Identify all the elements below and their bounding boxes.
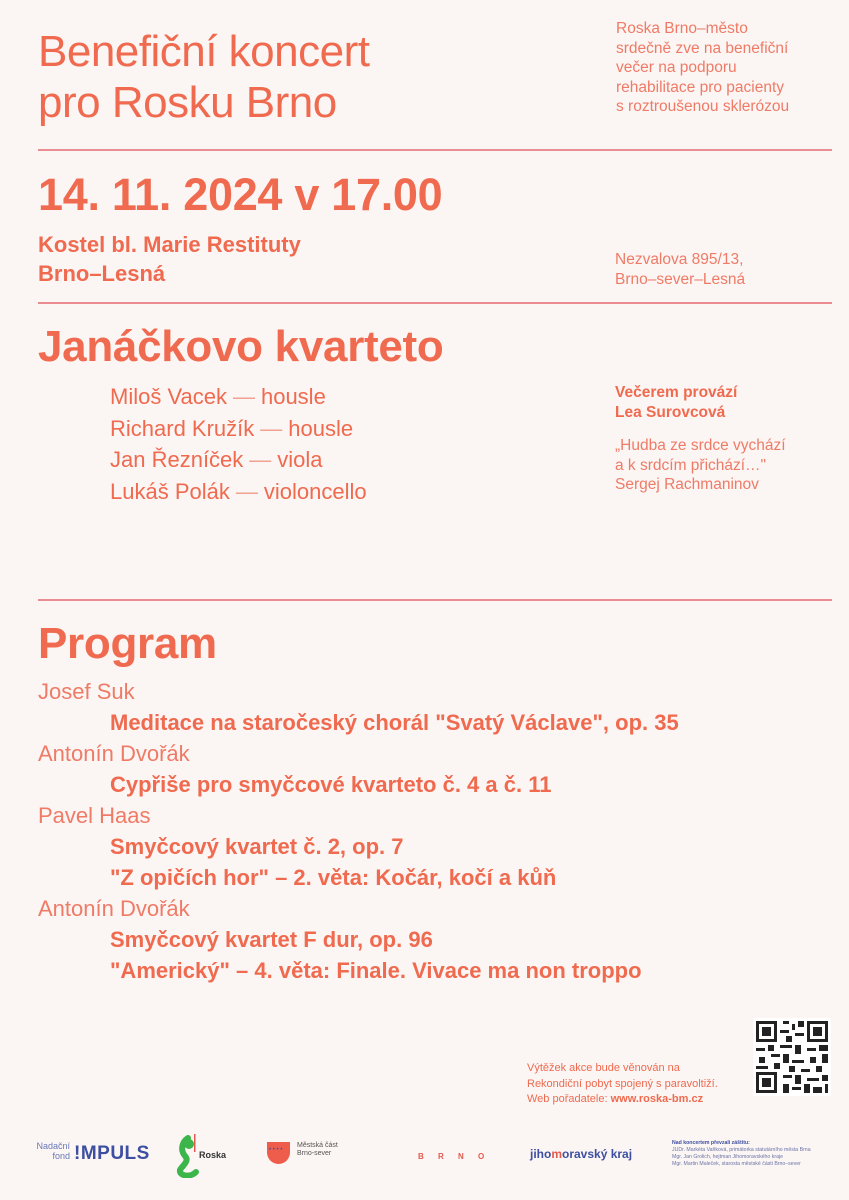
shield-icon: [267, 1142, 290, 1164]
member-item: [110, 381, 367, 413]
footnote-line-2: Rekondiční pobyt spojený s paravoltiží.: [527, 1077, 718, 1090]
title-line-1: Benefiční koncert: [38, 27, 370, 76]
dash: —: [235, 478, 258, 504]
member-instrument: housle: [288, 415, 354, 441]
program-list: [38, 676, 818, 986]
divider: [38, 302, 832, 304]
divider: [38, 149, 832, 151]
work: Smyčcový kvartet č. 2, op. 7: [110, 834, 404, 859]
address-line-1: Nezvalova 895/13,: [615, 251, 744, 268]
jmk-logo: [530, 1147, 632, 1161]
work: Meditace na staročeský chorál "Svatý Václave", op. 35: [110, 710, 679, 735]
intro-line: rehabilitace pro pacienty: [616, 78, 785, 96]
program-heading: Program: [38, 619, 217, 668]
svg-text:Roska: Roska: [199, 1150, 227, 1160]
members-list: [110, 381, 367, 507]
member-instrument: violoncello: [263, 478, 367, 504]
page-title: [38, 26, 369, 128]
impuls-small-line: fond: [52, 1151, 70, 1161]
quote-line-1: „Hudba ze srdce vychází: [615, 437, 786, 454]
member-name: Miloš Vacek: [110, 384, 227, 409]
composer: Pavel Haas: [38, 803, 151, 828]
footnote-web: [527, 1092, 718, 1108]
member-item: [110, 413, 367, 445]
venue-line-1: Kostel bl. Marie Restituty: [38, 232, 301, 257]
member-item: [110, 476, 367, 508]
work: Smyčcový kvartet F dur, op. 96: [110, 927, 433, 952]
roska-logo: [176, 1134, 228, 1183]
title-line-2: pro Rosku Brno: [38, 78, 337, 127]
brno-logo: B R N O: [418, 1152, 491, 1161]
jmk-text: oravský kraj: [562, 1147, 633, 1161]
web-label: Web pořadatele:: [527, 1093, 611, 1105]
jmk-text: jiho: [530, 1147, 552, 1161]
member-name: Lukáš Polák: [110, 478, 230, 504]
mc-line-2: Brno-sever: [297, 1150, 332, 1157]
patron: Mgr. Jan Grolich, hejtman Jihomoravského kraje: [672, 1154, 784, 1160]
member-instrument: viola: [277, 447, 323, 472]
intro-line: srdečně zve na benefiční: [616, 39, 789, 57]
patron: JUDr. Markéta Vaňková, primátorka statutárního města Brna: [672, 1147, 811, 1153]
ensemble-name: Janáčkovo kvarteto: [38, 322, 444, 371]
patronage-heading: Nad koncertem převzali záštitu:: [672, 1140, 750, 1146]
quote-author: Sergej Rachmaninov: [615, 476, 759, 493]
quote-line-2: a k srdcím přichází…": [615, 456, 767, 474]
composer: Antonín Dvořák: [38, 896, 190, 921]
footnote-line-1: Výtěžek akce bude věnován na: [527, 1062, 680, 1074]
dash: —: [249, 447, 272, 472]
patron: Mgr. Martin Maleček, starosta městské části Brno–sever: [672, 1161, 801, 1167]
venue: [38, 230, 301, 288]
composer: Antonín Dvořák: [38, 741, 190, 766]
dragon-icon: [176, 1134, 228, 1178]
address: [615, 250, 745, 289]
mc-line-1: Městská část: [297, 1142, 338, 1149]
work: Cypřiše pro smyčcové kvarteto č. 4 a č. 11: [110, 772, 552, 797]
member-item: [110, 444, 367, 476]
impuls-wordmark: !MPULS: [74, 1143, 150, 1164]
address-line-2: Brno–sever–Lesná: [615, 270, 746, 288]
intro-line: s roztroušenou sklerózou: [616, 98, 790, 115]
event-date-time: 14. 11. 2024 v 17.00: [38, 169, 443, 220]
member-instrument: housle: [260, 384, 326, 409]
member-name: Jan Řezníček: [110, 447, 244, 472]
host-label: Večerem provází: [615, 384, 738, 401]
work: "Z opičích hor" – 2. věta: Kočár, kočí a kůň: [110, 865, 557, 890]
intro-line: večer na podporu: [616, 59, 737, 76]
intro-line: Roska Brno–město: [616, 20, 748, 37]
quote: [615, 436, 786, 495]
jmk-text: m: [551, 1147, 562, 1161]
member-name: Richard Kružík: [110, 415, 255, 441]
composer: Josef Suk: [38, 679, 135, 704]
qr-code-icon[interactable]: [753, 1018, 831, 1096]
dash: —: [260, 415, 283, 441]
patronage: [672, 1140, 847, 1168]
impuls-small-text: [36, 1141, 70, 1161]
divider: [38, 599, 832, 601]
work: "Americký" – 4. věta: Finale. Vivace ma non troppo: [110, 958, 642, 983]
web-link[interactable]: www.roska-bm.cz: [610, 1093, 704, 1105]
intro-text: [616, 19, 789, 117]
host-name: Lea Surovcová: [615, 403, 726, 421]
mestska-cast-text: [297, 1142, 387, 1158]
dash: —: [232, 384, 255, 409]
venue-line-2: Brno–Lesná: [38, 261, 166, 286]
footnote: [527, 1061, 718, 1108]
sponsor-logos: [0, 1132, 849, 1182]
side-info: [615, 383, 786, 495]
impuls-small-line: Nadační: [36, 1141, 70, 1151]
